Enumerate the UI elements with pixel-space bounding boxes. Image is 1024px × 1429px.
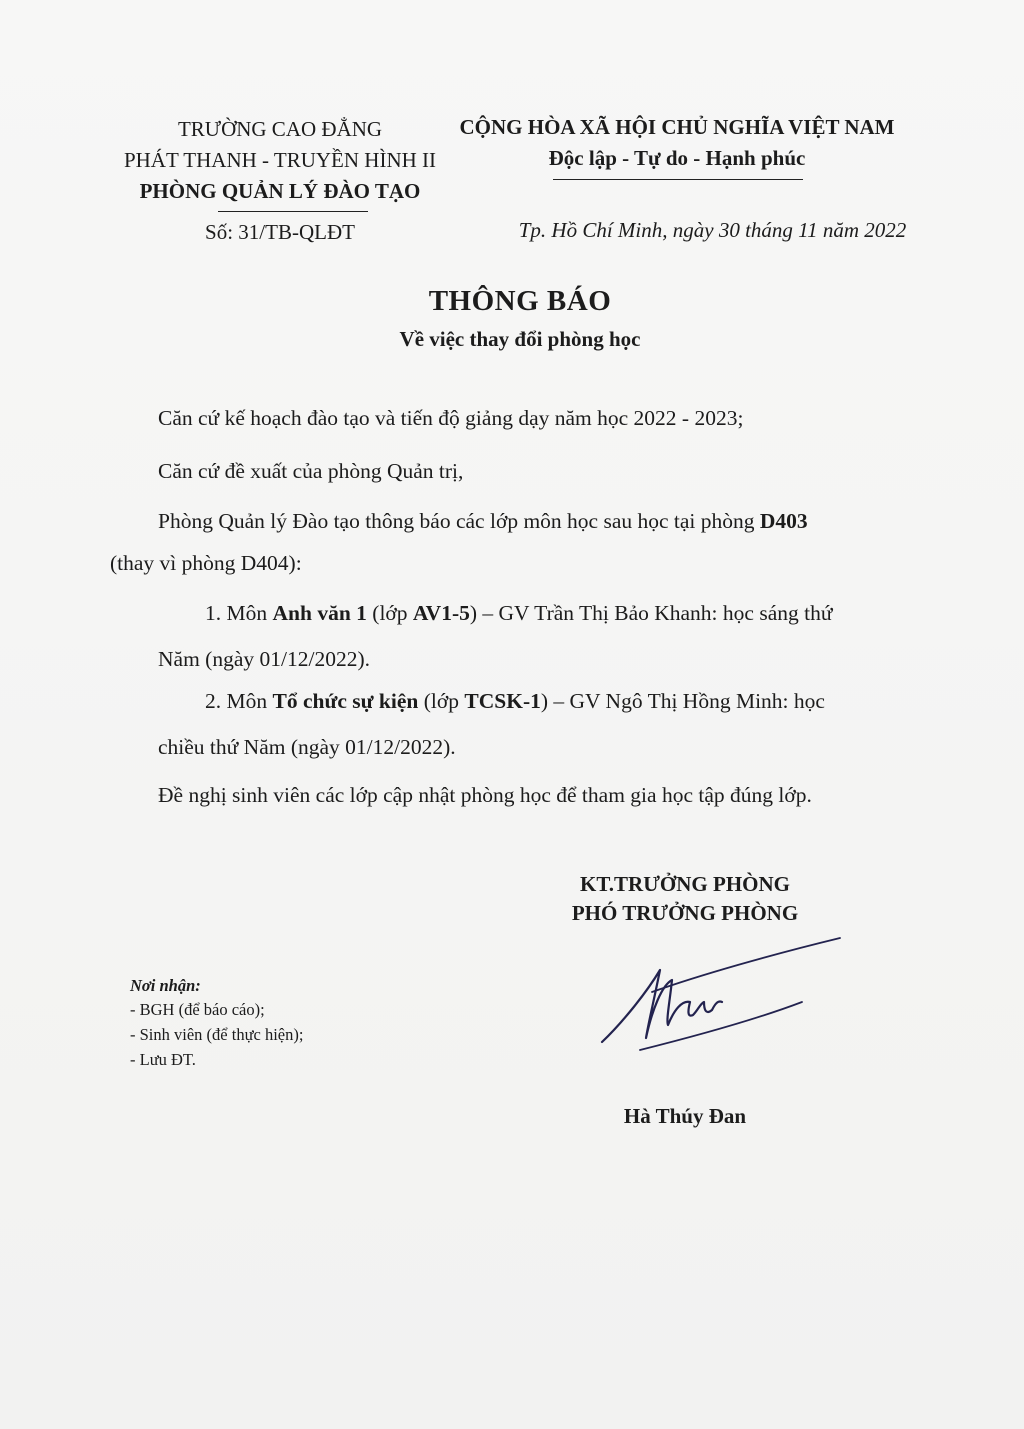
recipient-item: - BGH (để báo cáo);: [130, 1000, 265, 1019]
document-title: THÔNG BÁO: [428, 285, 612, 317]
item2-rest: ) – GV Ngô Thị Hồng Minh: học: [540, 689, 825, 713]
room-new: D403: [759, 509, 808, 533]
item1-rest: ) – GV Trần Thị Bảo Khanh: học sáng thứ: [469, 601, 833, 625]
school-name: TRƯỜNG CAO ĐẲNG: [177, 117, 383, 141]
paragraph-basis-2: Căn cứ đề xuất của phòng Quản trị,: [158, 459, 464, 483]
national-motto: Độc lập - Tự do - Hạnh phúc: [548, 146, 806, 170]
item2-class: TCSK-1: [464, 689, 541, 713]
item2-prefix: 2. Môn: [205, 689, 273, 713]
item2-mid: (lớp: [418, 689, 465, 713]
list-item-2-line2: chiều thứ Năm (ngày 01/12/2022).: [158, 735, 456, 759]
signature-title-1: KT.TRƯỞNG PHÒNG: [580, 872, 790, 896]
handwritten-signature: [590, 930, 860, 1060]
signer-name: Hà Thúy Đan: [623, 1104, 747, 1128]
announcement-line2: (thay vì phòng D404):: [110, 551, 302, 575]
item2-subject: Tổ chức sự kiện: [272, 689, 419, 713]
paragraph-basis-1: Căn cứ kế hoạch đào tạo và tiến độ giảng dạy năm học 2022 - 2023;: [158, 406, 744, 430]
document-subtitle: Về việc thay đổi phòng học: [399, 327, 641, 351]
paragraph-announcement: [158, 505, 808, 537]
place-date: Tp. Hồ Chí Minh, ngày 30 tháng 11 năm 2022: [518, 218, 907, 242]
nation-title: CỘNG HÒA XÃ HỘI CHỦ NGHĨA VIỆT NAM: [459, 115, 895, 139]
announcement-text: Phòng Quản lý Đào tạo thông báo các lớp môn học sau học tại phòng: [158, 509, 760, 533]
item1-subject: Anh văn 1: [272, 601, 367, 625]
department-underline: [218, 211, 368, 212]
department-name: PHÒNG QUẢN LÝ ĐÀO TẠO: [139, 179, 421, 203]
list-item-1-line2: Năm (ngày 01/12/2022).: [158, 647, 370, 671]
list-item-2: [205, 685, 825, 717]
recipient-item: - Sinh viên (để thực hiện);: [130, 1025, 304, 1044]
list-item-1: [205, 597, 833, 629]
signature-title-2: PHÓ TRƯỞNG PHÒNG: [571, 901, 799, 925]
closing-paragraph: Đề nghị sinh viên các lớp cập nhật phòng học để tham gia học tập đúng lớp.: [158, 783, 812, 807]
item1-prefix: 1. Môn: [205, 601, 273, 625]
recipient-item: - Lưu ĐT.: [130, 1050, 196, 1069]
school-name-line2: PHÁT THANH - TRUYỀN HÌNH II: [123, 148, 437, 172]
item1-class: AV1-5: [412, 601, 470, 625]
item1-mid: (lớp: [366, 601, 413, 625]
document-number: Số: 31/TB-QLĐT: [205, 220, 355, 244]
recipients-label: Nơi nhận:: [130, 976, 201, 995]
motto-underline: [553, 179, 803, 180]
